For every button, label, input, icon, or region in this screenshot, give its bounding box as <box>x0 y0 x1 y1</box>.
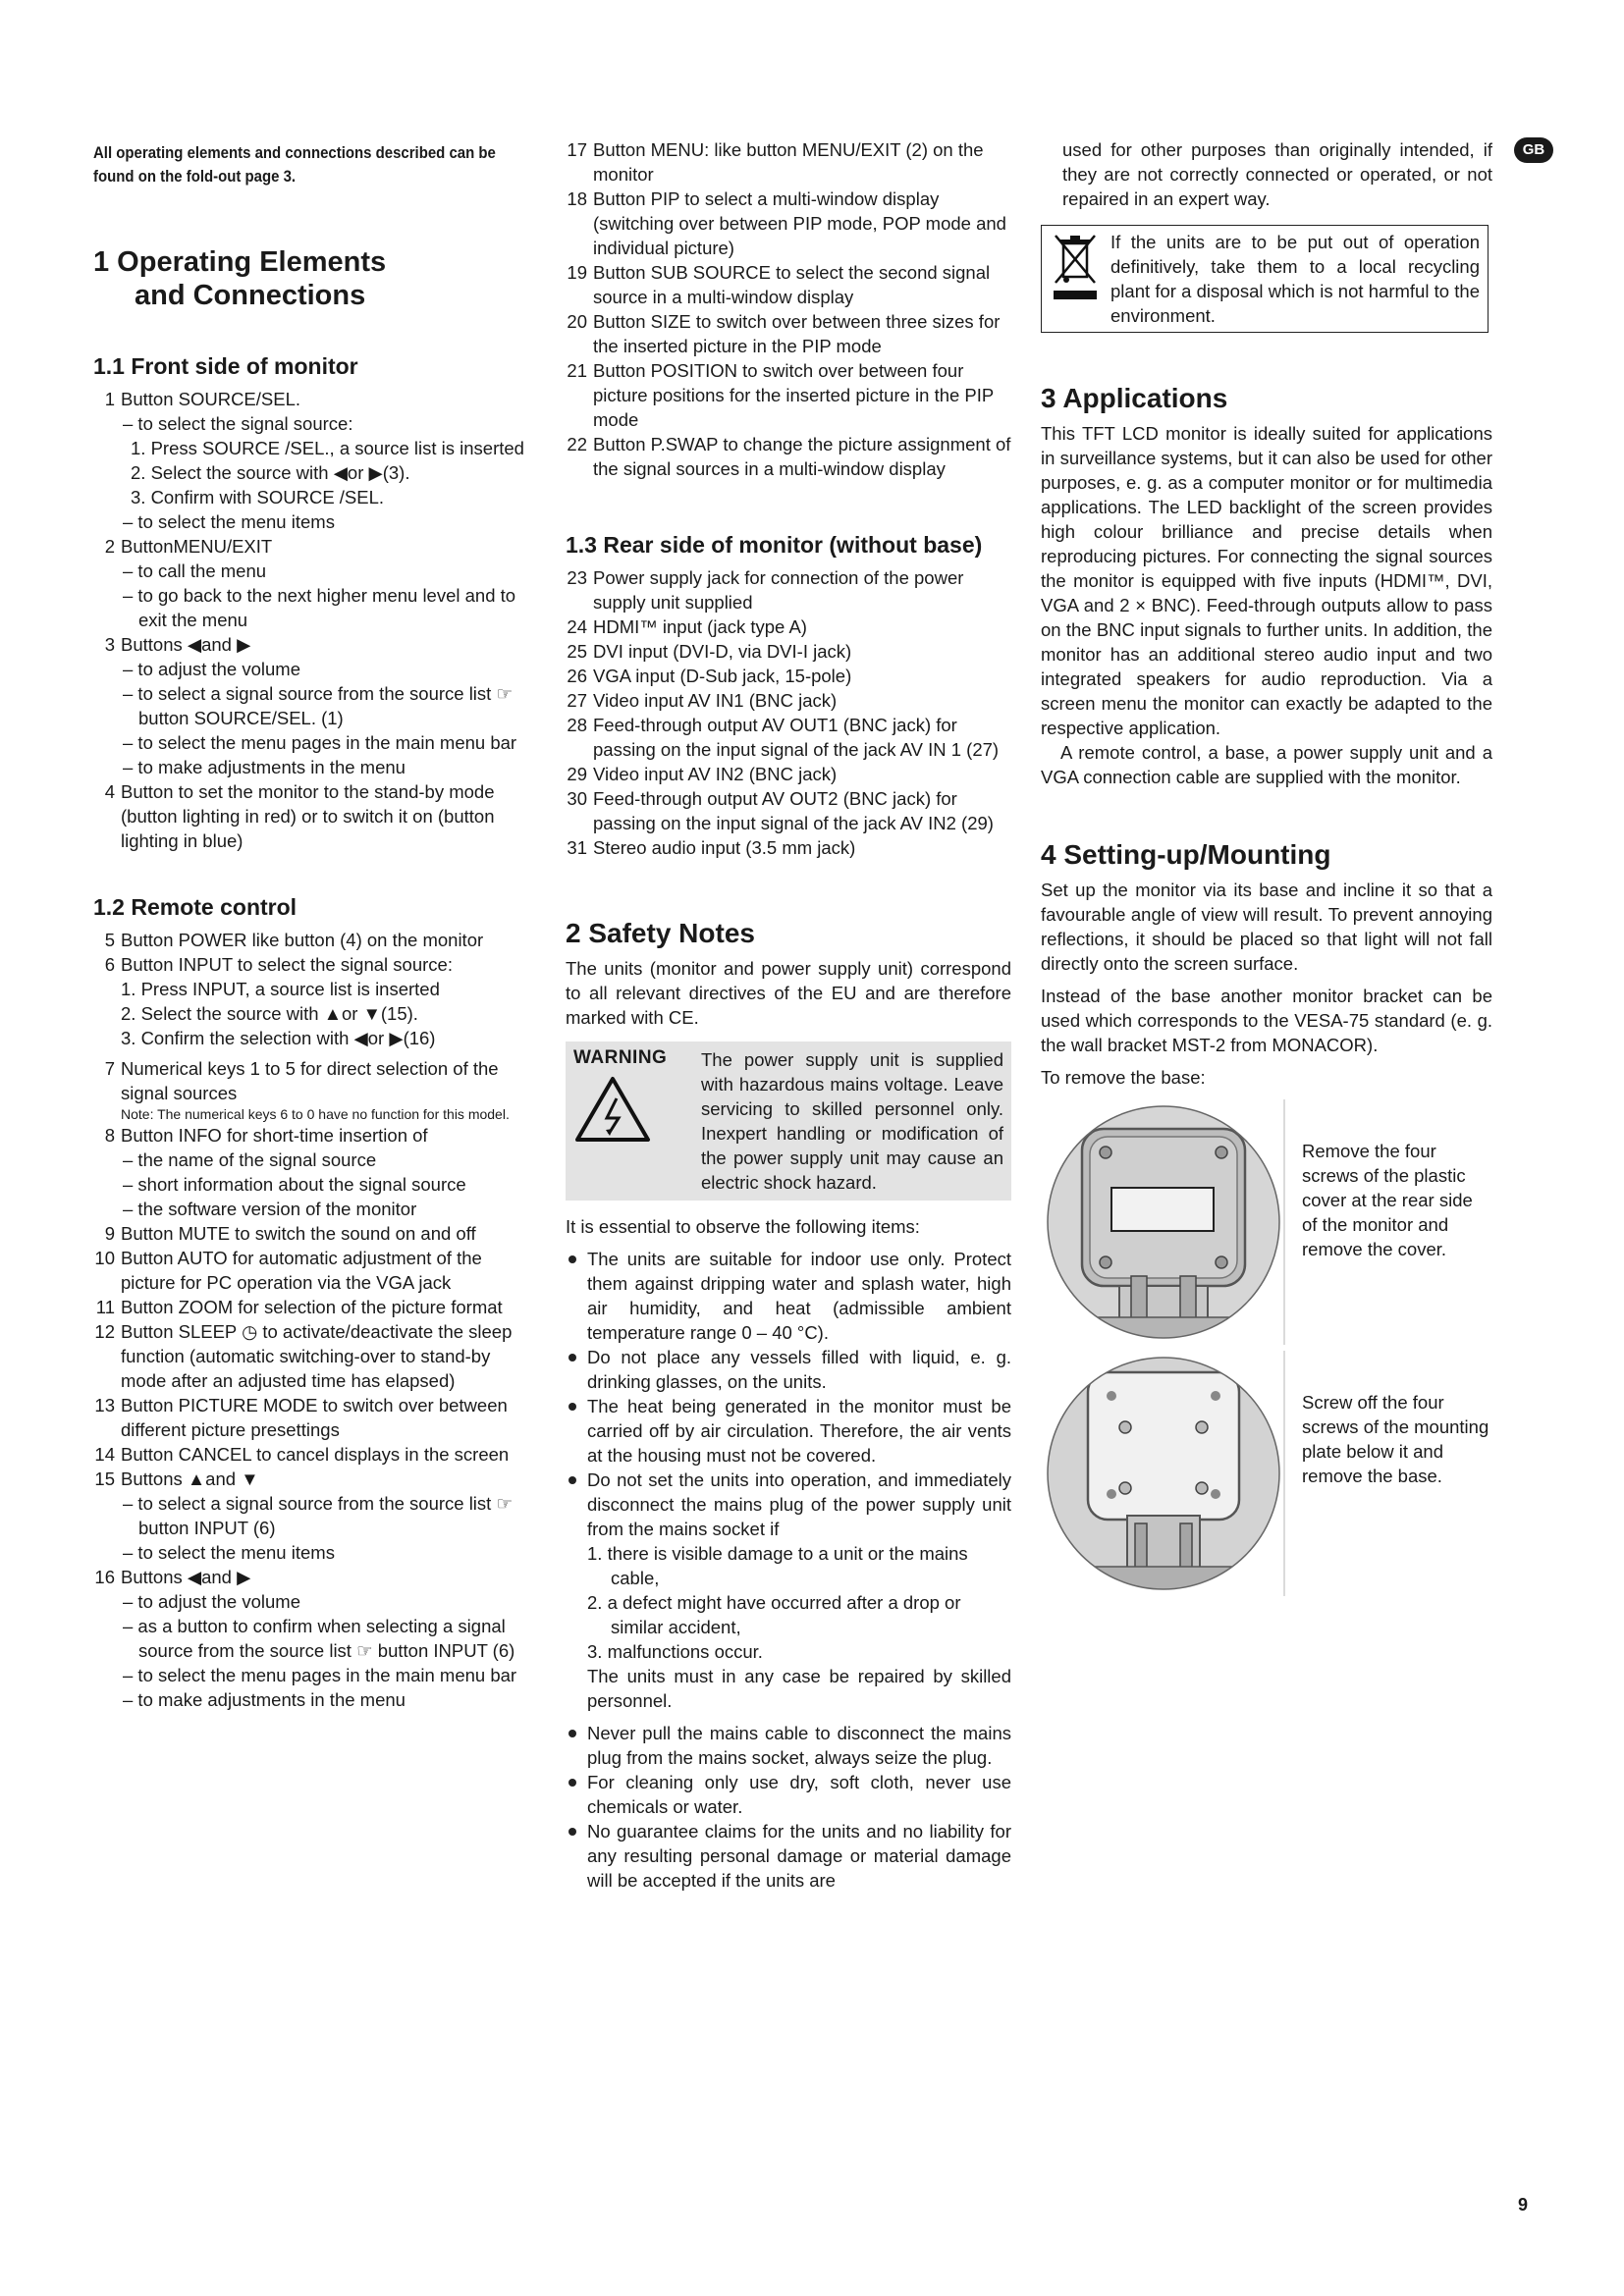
list-item <box>93 952 540 977</box>
mounting-plate-figure <box>1041 1351 1286 1596</box>
item-text: Button AUTO for automatic adjustment of the picture for PC operation via the VGA jack <box>121 1248 482 1293</box>
figure-2-caption: Screw off the four screws of the mounting plate below it and remove the base. <box>1302 1392 1489 1486</box>
item-text: Stereo audio input (3.5 mm jack) <box>593 837 856 858</box>
item-number: 9 <box>104 1223 115 1244</box>
item-text: HDMI™ input (jack type A) <box>593 616 807 637</box>
item-text: Button PICTURE MODE to switch over between different picture presettings <box>121 1395 508 1440</box>
safety-lead: It is essential to observe the following items: <box>566 1216 920 1237</box>
section-2-title: 2 Safety Notes <box>566 918 755 948</box>
list-item <box>566 614 1011 639</box>
column-2 <box>566 137 1011 1893</box>
list-item <box>93 1467 540 1491</box>
list-item <box>566 358 1011 432</box>
list-step: 1. Press SOURCE /SEL., a source list is inserted <box>131 438 524 458</box>
list-item <box>566 688 1011 713</box>
item-number: 18 <box>567 188 587 209</box>
list-step: 3. Confirm with SOURCE /SEL. <box>131 487 385 507</box>
item-text: Feed-through output AV OUT1 (BNC jack) for passing on the input signal of the jack AV IN 1 (27) <box>593 715 1000 760</box>
list-subitem: – short information about the signal source <box>123 1174 466 1195</box>
item-text: Buttons ▲and ▼ <box>121 1468 259 1489</box>
list-item <box>93 928 540 952</box>
item-number: 10 <box>94 1248 115 1268</box>
item-number: 7 <box>104 1058 115 1079</box>
list-item <box>93 1319 540 1393</box>
list-step: 3. Confirm the selection with ◀or ▶(16) <box>121 1028 436 1048</box>
item-text: Buttons ◀and ▶ <box>121 1567 251 1587</box>
safety-bullet-continued: used for other purposes than originally intended, if they are not correctly connected or operated, or not repaired in an expert way. <box>1062 139 1492 209</box>
item-text: Buttons ◀and ▶ <box>121 634 251 655</box>
item-text: Button POSITION to switch over between four picture positions for the inserted picture in the PIP mode <box>593 360 994 430</box>
item-number: 23 <box>567 567 587 588</box>
section-1-title <box>93 245 540 312</box>
safety-bullet: Do not place any vessels filled with liquid, e. g. drinking glasses, on the units. <box>566 1345 1011 1394</box>
item-text: Button PIP to select a multi-window display (switching over between PIP mode, POP mode and individual picture) <box>593 188 1006 258</box>
figure-1-caption: Remove the four screws of the plastic cover at the rear side of the monitor and remove the cover. <box>1302 1141 1473 1259</box>
list-item <box>566 187 1011 260</box>
list-item <box>93 1221 540 1246</box>
item-text: Button to set the monitor to the stand-by mode (button lighting in red) or to switch it on (button lighting in blue) <box>121 781 495 851</box>
item-number: 11 <box>95 1297 115 1317</box>
item-text: Video input AV IN1 (BNC jack) <box>593 690 838 711</box>
list-item <box>566 432 1011 481</box>
list-item <box>566 260 1011 309</box>
safety-bullet: The heat being generated in the monitor must be carried off by air circulation. Therefore, the air vents at the housing must not be covered. <box>566 1394 1011 1468</box>
list-subitem: – to select the menu items <box>123 511 335 532</box>
rear-cover-figure <box>1041 1099 1286 1345</box>
safety-bullet <box>566 1468 1011 1713</box>
section-4-title: 4 Setting-up/Mounting <box>1041 839 1331 870</box>
list-subitem: – to make adjustments in the menu <box>123 757 406 777</box>
list-subitem: – the software version of the monitor <box>123 1199 417 1219</box>
list-subitem: – to select the menu pages in the main menu bar <box>123 1665 517 1685</box>
item-number: 13 <box>94 1395 115 1415</box>
safety-bullet-end: The units must in any case be repaired by skilled personnel. <box>587 1666 1011 1711</box>
item-number: 5 <box>104 930 115 950</box>
item-number: 15 <box>94 1468 115 1489</box>
item-number: 2 <box>104 536 115 557</box>
intro-note: All operating elements and connections described can be found on the fold-out page 3. <box>93 143 496 186</box>
item-number: 20 <box>567 311 587 332</box>
safety-bullet: No guarantee claims for the units and no liability for any resulting personal damage or material damage will be accepted if the units are <box>566 1819 1011 1893</box>
column-1 <box>93 137 540 1712</box>
list-subitem: – to call the menu <box>123 561 267 581</box>
section-1-1-title: 1.1 Front side of monitor <box>93 353 358 379</box>
item-number: 6 <box>104 954 115 975</box>
warning-box <box>566 1041 1011 1201</box>
column-3 <box>1041 137 1492 1596</box>
item-text: Button SLEEP ◷ to activate/deactivate the sleep function (automatic switching-over to stand-by mode after an adjusted time has elapsed) <box>121 1321 513 1391</box>
list-subitem: – as a button to confirm when selecting a signal source from the source list ☞ button INPUT (6) <box>123 1616 515 1661</box>
list-item <box>566 639 1011 664</box>
item-number: 17 <box>567 139 587 160</box>
list-item <box>93 387 540 411</box>
item-number: 4 <box>104 781 115 802</box>
warning-label: WARNING <box>573 1047 668 1068</box>
list-subitem: – to make adjustments in the menu <box>123 1689 406 1710</box>
figure-row-1 <box>1041 1099 1492 1345</box>
mounting-paragraph-1: Set up the monitor via its base and incline it so that a favourable angle of view will result. To prevent annoying reflections, it should be placed so that light will not fall directly onto the screen surface. <box>1041 880 1492 974</box>
item-text: Button SIZE to switch over between three sizes for the inserted picture in the PIP mode <box>593 311 1001 356</box>
item-number: 24 <box>567 616 587 637</box>
item-number: 29 <box>567 764 587 784</box>
item-text: Button MENU: like button MENU/EXIT (2) on the monitor <box>593 139 984 185</box>
item-number: 26 <box>567 666 587 686</box>
item-text: ButtonMENU/EXIT <box>121 536 273 557</box>
list-item <box>566 565 1011 614</box>
item-number: 25 <box>567 641 587 662</box>
list-item <box>566 713 1011 762</box>
mounting-paragraph-2: Instead of the base another monitor bracket can be used which corresponds to the VESA-75 standard (e. g. the wall bracket MST-2 from MONACOR). <box>1041 986 1492 1055</box>
section-1-3-title: 1.3 Rear side of monitor (without base) <box>566 532 983 558</box>
item-text: Button CANCEL to cancel displays in the screen <box>121 1444 510 1465</box>
item-text: Button INFO for short-time insertion of <box>121 1125 428 1146</box>
item-number: 31 <box>567 837 587 858</box>
recycle-text: If the units are to be put out of operation definitively, take them to a local recycling plant for a disposal which is not harmful to the environment. <box>1110 232 1480 326</box>
list-subitem: – the name of the signal source <box>123 1149 377 1170</box>
list-step: 2. Select the source with ◀or ▶(3). <box>131 462 410 483</box>
item-text: Numerical keys 1 to 5 for direct selection of the signal sources <box>121 1058 499 1103</box>
language-badge: GB <box>1514 137 1553 163</box>
applications-paragraph-2: A remote control, a base, a power supply unit and a VGA connection cable are supplied with the monitor. <box>1041 742 1492 787</box>
recycle-icon-wrap <box>1050 230 1101 328</box>
item-text: Button POWER like button (4) on the monitor <box>121 930 484 950</box>
list-item <box>566 137 1011 187</box>
list-item <box>93 632 540 657</box>
list-item <box>93 779 540 853</box>
item-note: Note: The numerical keys 6 to 0 have no function for this model. <box>121 1106 510 1122</box>
list-subitem: – to select the menu pages in the main menu bar <box>123 732 517 753</box>
list-subitem: – to select a signal source from the source list ☞ button INPUT (6) <box>123 1493 514 1538</box>
item-text: Power supply jack for connection of the power supply unit supplied <box>593 567 964 613</box>
item-number: 28 <box>567 715 587 735</box>
list-item <box>93 1442 540 1467</box>
item-number: 27 <box>567 690 587 711</box>
item-text: VGA input (D-Sub jack, 15-pole) <box>593 666 852 686</box>
list-step: 1. Press INPUT, a source list is inserted <box>121 979 440 999</box>
section-1-title-line2: and Connections <box>135 280 366 311</box>
mounting-paragraph-3: To remove the base: <box>1041 1067 1206 1088</box>
applications-paragraph-1: This TFT LCD monitor is ideally suited for applications in surveillance systems, but it can also be used for other purposes, e. g. as a computer monitor or for multimedia applications. The LED backlight of the screen provides high colour brilliance and precise details when reproducing pictures. For connecting the signal sources the monitor is equipped with five inputs (HDMI™, DVI, VGA and 2 × BNC). Feed-through outputs allow to pass on the BNC input signals to further units. In addition, the monitor has an additional stereo audio input and two integrated speakers for audio reproduction. Via a screen menu the monitor can exactly be adapted to the respective application. <box>1041 423 1492 738</box>
list-subitem: – to adjust the volume <box>123 659 300 679</box>
safety-bullet-step: 3. malfunctions occur. <box>587 1641 763 1662</box>
warning-left <box>573 1047 691 1195</box>
item-text: DVI input (DVI-D, via DVI-I jack) <box>593 641 852 662</box>
list-item <box>93 1246 540 1295</box>
section-3-title: 3 Applications <box>1041 383 1228 413</box>
electric-hazard-icon <box>573 1075 652 1144</box>
item-number: 1 <box>104 389 115 409</box>
page-number: 9 <box>1518 2195 1529 2215</box>
warning-text: The power supply unit is supplied with hazardous mains voltage. Leave servicing to skilled personnel only. Inexpert handling or modification of the power supply unit may cause an electric shock hazard. <box>701 1049 1003 1193</box>
item-text: Button SOURCE/SEL. <box>121 389 301 409</box>
item-number: 8 <box>104 1125 115 1146</box>
item-text: Button INPUT to select the signal source: <box>121 954 453 975</box>
item-number: 19 <box>567 262 587 283</box>
list-item <box>93 534 540 559</box>
list-item <box>566 664 1011 688</box>
recycle-box <box>1041 225 1489 333</box>
list-item <box>93 1056 540 1105</box>
list-item <box>566 786 1011 835</box>
list-item <box>566 309 1011 358</box>
item-number: 21 <box>567 360 587 381</box>
safety-bullet: The units are suitable for indoor use only. Protect them against dripping water and splash water, high air humidity, and heat (admissible ambient temperature range 0 – 40 °C). <box>566 1247 1011 1345</box>
safety-bullet: Never pull the mains cable to disconnect the mains plug from the mains socket, always seize the plug. <box>566 1721 1011 1770</box>
section-1-title-line1: 1 Operating Elements <box>93 246 387 278</box>
item-text: Button SUB SOURCE to select the second signal source in a multi-window display <box>593 262 991 307</box>
safety-bullet-step: 2. a defect might have occurred after a drop or similar accident, <box>587 1592 961 1637</box>
item-number: 22 <box>567 434 587 454</box>
figure-row-2 <box>1041 1351 1492 1596</box>
list-item <box>566 762 1011 786</box>
item-text: Button MUTE to switch the sound on and off <box>121 1223 476 1244</box>
list-step: 2. Select the source with ▲or ▼(15). <box>121 1003 418 1024</box>
item-text: Video input AV IN2 (BNC jack) <box>593 764 838 784</box>
list-subitem: – to select the signal source: <box>123 413 353 434</box>
item-number: 3 <box>104 634 115 655</box>
list-item <box>93 1565 540 1589</box>
list-subitem: – to select a signal source from the source list ☞ button SOURCE/SEL. (1) <box>123 683 514 728</box>
safety-bullet-step: 1. there is visible damage to a unit or the mains cable, <box>587 1543 968 1588</box>
list-subitem: – to go back to the next higher menu level and to exit the menu <box>123 585 516 630</box>
list-subitem: – to select the menu items <box>123 1542 335 1563</box>
safety-bullet: For cleaning only use dry, soft cloth, never use chemicals or water. <box>566 1770 1011 1819</box>
item-number: 14 <box>94 1444 115 1465</box>
item-text: Button ZOOM for selection of the picture format <box>121 1297 503 1317</box>
list-item <box>93 1123 540 1148</box>
list-item <box>566 835 1011 860</box>
item-text: Button P.SWAP to change the picture assignment of the signal sources in a multi-window display <box>593 434 1011 479</box>
section-1-2-title: 1.2 Remote control <box>93 894 298 920</box>
item-text: Feed-through output AV OUT2 (BNC jack) for passing on the input signal of the jack AV IN2 (29) <box>593 788 994 833</box>
list-item <box>93 1295 540 1319</box>
safety-bullet-text: Do not set the units into operation, and immediately disconnect the mains plug of the power supply unit from the mains socket if <box>587 1469 1011 1539</box>
list-item <box>93 1393 540 1442</box>
crossed-bin-icon <box>1050 230 1101 304</box>
item-number: 12 <box>94 1321 115 1342</box>
safety-intro: The units (monitor and power supply unit) correspond to all relevant directives of the EU and are therefore marked with CE. <box>566 958 1011 1028</box>
item-number: 16 <box>94 1567 115 1587</box>
item-number: 30 <box>567 788 587 809</box>
list-subitem: – to adjust the volume <box>123 1591 300 1612</box>
